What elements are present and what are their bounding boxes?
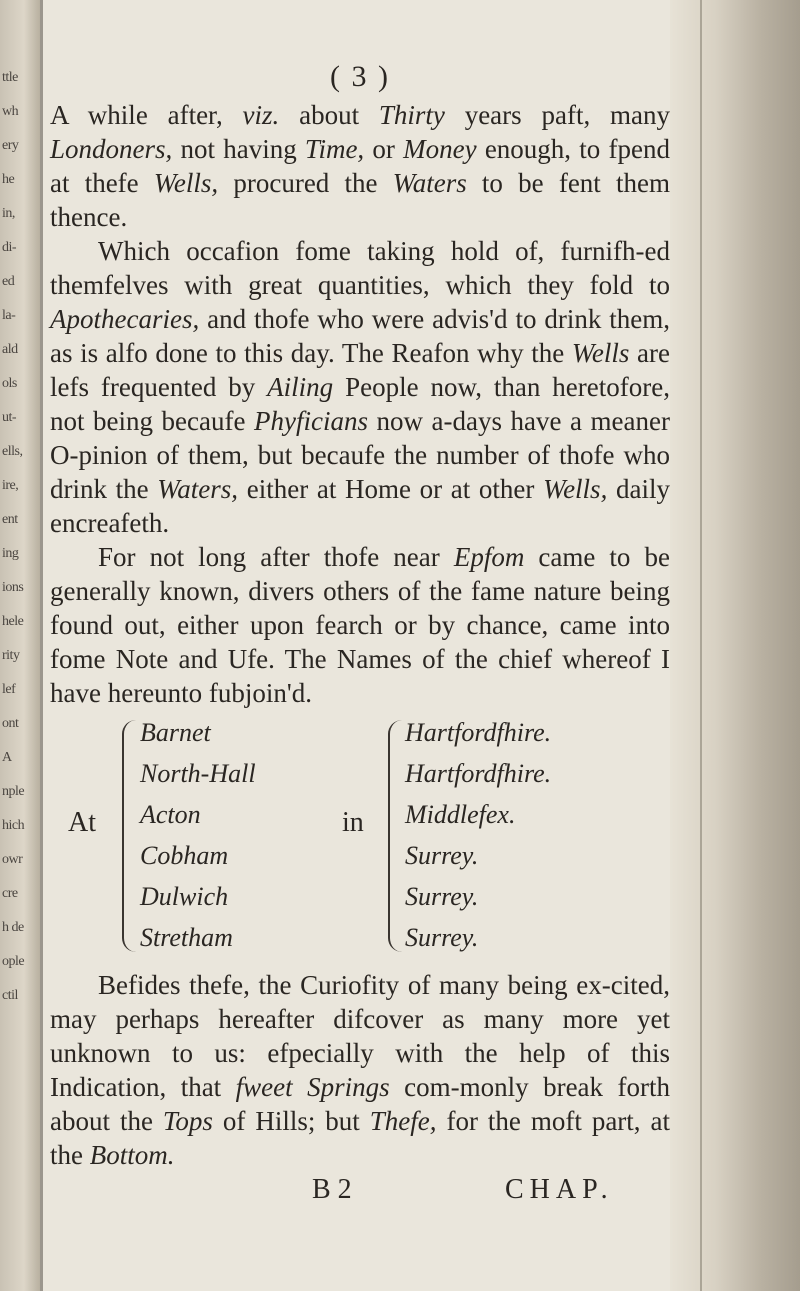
text-run: not having xyxy=(172,134,305,164)
text-run: com-monly break forth about the xyxy=(50,1072,670,1136)
text-run: to be fent them thence. xyxy=(50,168,671,232)
well-name: Barnet xyxy=(140,718,211,747)
text-run: for the moft part, at the xyxy=(50,1106,670,1170)
italic-text: Thirty xyxy=(378,100,445,130)
margin-fragment: ctil xyxy=(2,988,18,1003)
text-run: Which occafion fome taking hold of, furnifh-ed themfelves with great quantities, which they fold to xyxy=(50,236,670,300)
italic-text: Wells, xyxy=(153,168,219,198)
page-number: ( 3 ) xyxy=(330,60,390,93)
catchword: CHAP. xyxy=(505,1174,614,1205)
margin-fragment: ells, xyxy=(2,444,23,459)
text-run: Befides thefe, the Curiofity of many being ex-cited, may perhaps hereafter difcover as many more yet unknown to us: efpecially with the help of this Indication, that xyxy=(50,970,670,1102)
italic-text: Epfom xyxy=(453,542,525,572)
margin-fragment: ing xyxy=(2,546,19,561)
text-run: are lefs frequented by xyxy=(50,338,670,402)
well-name: Stretham xyxy=(140,923,233,952)
margin-fragment: ery xyxy=(2,138,19,153)
margin-fragment: ions xyxy=(2,580,24,595)
italic-text: Thefe, xyxy=(369,1106,437,1136)
book-page xyxy=(50,60,670,1214)
right-brace xyxy=(388,720,404,952)
italic-text: Ailing xyxy=(267,372,334,402)
italic-text: Tops xyxy=(162,1106,213,1136)
italic-text: Wells, xyxy=(543,474,608,504)
signature-mark: B 2 xyxy=(312,1174,352,1205)
text-run: about xyxy=(279,100,379,130)
text-run: A while after, xyxy=(50,100,243,130)
text-run: People now, than heretofore, not being becaufe xyxy=(50,372,670,436)
county-name: Middlefex. xyxy=(405,800,516,829)
margin-fragment: lef xyxy=(2,682,16,697)
italic-text: Apothecaries, xyxy=(50,304,200,334)
text-run: of Hills; but xyxy=(212,1106,370,1136)
italic-text: viz. xyxy=(242,100,280,130)
italic-text: Londoners, xyxy=(50,134,173,164)
well-name: Dulwich xyxy=(140,882,229,911)
text-run: now a-days have a meaner O-pinion of them, but becaufe the number of thofe who drink the xyxy=(50,406,670,504)
margin-fragment: he xyxy=(2,172,15,187)
margin-fragment: ent xyxy=(2,512,18,527)
italic-text: Phyficians xyxy=(254,406,368,436)
text-run: daily encreafeth. xyxy=(50,474,670,538)
well-name: Cobham xyxy=(140,841,229,870)
text-run: and thofe who were advis'd to drink them, as is alfo done to this day. The Reafon why the xyxy=(50,304,670,368)
at-label: At xyxy=(68,807,96,838)
in-label: in xyxy=(342,807,364,838)
italic-text: Bottom. xyxy=(89,1140,175,1170)
italic-text: Waters, xyxy=(157,474,239,504)
margin-fragment: ople xyxy=(2,954,25,969)
well-name: Acton xyxy=(140,800,201,829)
margin-fragment: A xyxy=(2,750,12,765)
margin-fragment: la- xyxy=(2,308,16,323)
margin-fragment: cre xyxy=(2,886,18,901)
margin-fragment: ut- xyxy=(2,410,17,425)
text-run: either at Home or at other xyxy=(238,474,544,504)
page-edge-rule xyxy=(700,0,702,1291)
text-run: procured the xyxy=(218,168,393,198)
margin-fragment: nple xyxy=(2,784,25,799)
previous-page-edge xyxy=(0,0,40,1291)
margin-fragment: hich xyxy=(2,818,25,833)
text-run: or xyxy=(364,134,404,164)
left-brace xyxy=(122,720,138,952)
paragraph-4 xyxy=(50,968,670,1172)
book-page-stack xyxy=(670,0,800,1291)
margin-fragment: ont xyxy=(2,716,19,731)
wells-column xyxy=(140,712,256,958)
italic-text: Waters xyxy=(392,168,467,198)
margin-fragment: ttle xyxy=(2,70,18,85)
well-name: North-Hall xyxy=(140,759,256,788)
page-footer xyxy=(50,1174,670,1214)
paragraph-1 xyxy=(50,98,670,234)
county-name: Surrey. xyxy=(405,923,479,952)
italic-text: Wells xyxy=(571,338,630,368)
margin-fragment: owr xyxy=(2,852,23,867)
margin-fragment: wh xyxy=(2,104,19,119)
county-name: Surrey. xyxy=(405,841,479,870)
italic-text: Time, xyxy=(304,134,365,164)
county-name: Surrey. xyxy=(405,882,479,911)
counties-column xyxy=(405,712,551,958)
wells-list xyxy=(50,712,670,962)
margin-fragment: h de xyxy=(2,920,24,935)
margin-fragment: ed xyxy=(2,274,15,289)
margin-fragment: in, xyxy=(2,206,15,221)
italic-text: Money xyxy=(403,134,477,164)
margin-fragment: rity xyxy=(2,648,20,663)
text-run: enough, to fpend at thefe xyxy=(50,134,670,198)
county-name: Hartfordfhire. xyxy=(405,718,552,747)
text-run: years paft, many xyxy=(444,100,670,130)
margin-fragment: ols xyxy=(2,376,17,391)
margin-fragment: ire, xyxy=(2,478,19,493)
margin-fragment: ald xyxy=(2,342,18,357)
italic-text: fweet Springs xyxy=(235,1072,390,1102)
county-name: Hartfordfhire. xyxy=(405,759,552,788)
paragraph-3 xyxy=(50,540,670,710)
margin-fragment: hele xyxy=(2,614,24,629)
margin-fragment: di- xyxy=(2,240,17,255)
binding-gutter xyxy=(40,0,43,1291)
text-run: came to be generally known, divers others of the fame nature being found out, either upon fearch or by chance, came into fome Note and Ufe. The Names of the chief whereof I have hereunto fubjoin'd. xyxy=(50,542,670,708)
text-run: For not long after thofe near xyxy=(98,542,454,572)
paragraph-2 xyxy=(50,234,670,540)
